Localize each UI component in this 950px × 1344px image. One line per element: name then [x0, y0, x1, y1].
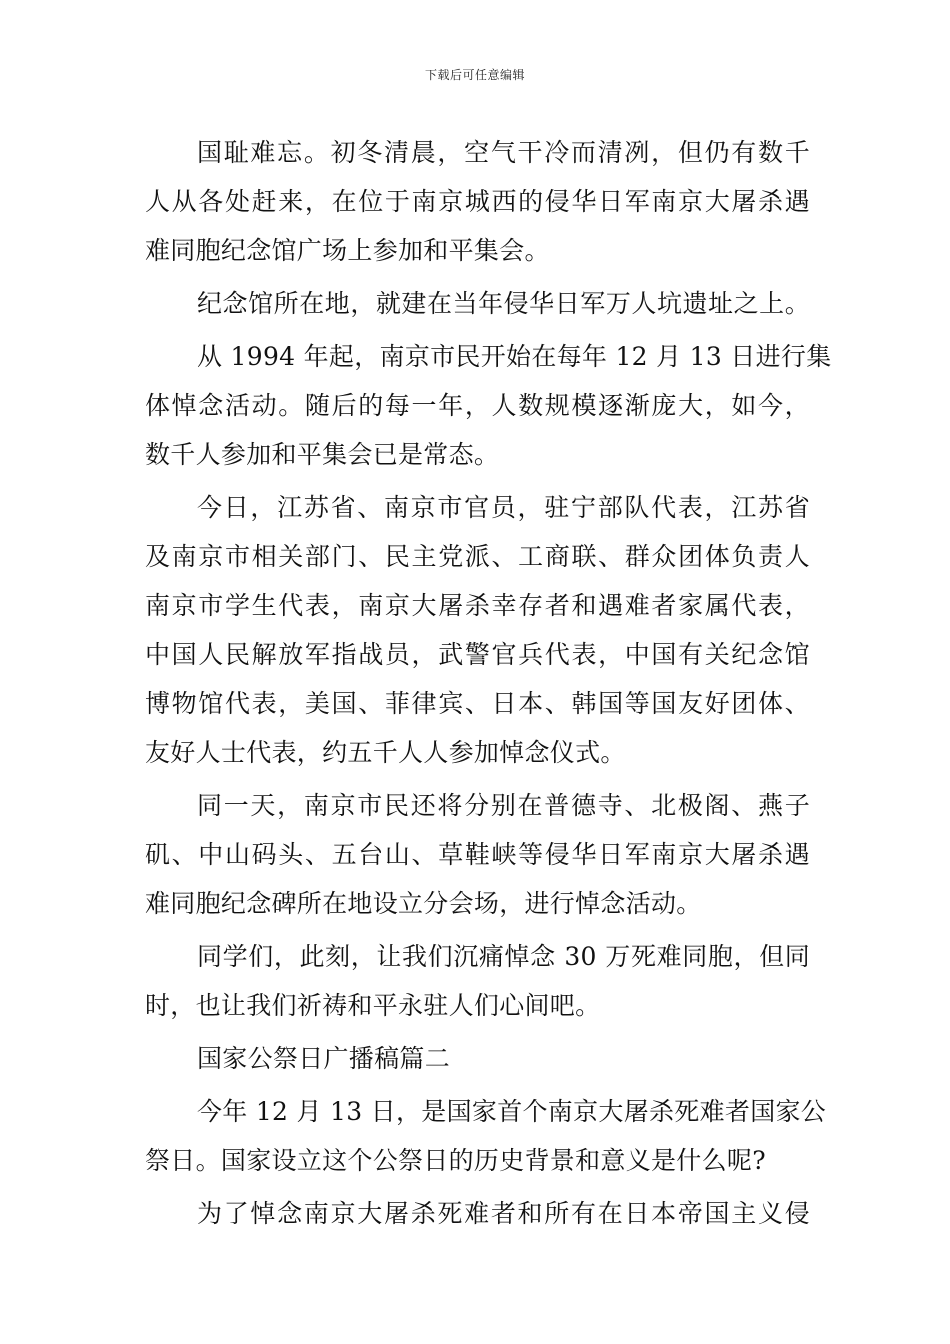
- document-body: [145, 128, 832, 1238]
- paragraph-line: 今年 12 月 13 日，是国家首个南京大屠杀死难者国家公: [197, 1097, 827, 1126]
- paragraph-line: 为了悼念南京大屠杀死难者和所有在日本帝国主义侵: [197, 1199, 810, 1228]
- paragraph-line: 人从各处赶来，在位于南京城西的侵华日军南京大屠杀遇: [145, 187, 810, 216]
- paragraph-line: 纪念馆所在地，就建在当年侵华日军万人坑遗址之上。: [197, 289, 810, 318]
- paragraph-line: 同学们，此刻，让我们沉痛悼念 30 万死难同胞，但同: [197, 942, 810, 971]
- paragraph-line: 今日，江苏省、南京市官员，驻宁部队代表，江苏省: [197, 493, 810, 522]
- paragraph-line: 博物馆代表，美国、菲律宾、日本、韩国等国友好团体、: [145, 689, 810, 718]
- paragraph-line: 难同胞纪念碑所在地设立分会场，进行悼念活动。: [145, 889, 702, 918]
- section-heading: 国家公祭日广播稿篇二: [197, 1044, 451, 1073]
- paragraph-line: 国耻难忘。初冬清晨，空气干冷而清冽，但仍有数千: [197, 138, 810, 167]
- paragraph-line: 南京市学生代表，南京大屠杀幸存者和遇难者家属代表，: [145, 591, 810, 620]
- page-header: 下载后可任意编辑: [424, 68, 525, 82]
- paragraph-line: 体悼念活动。随后的每一年，人数规模逐渐庞大，如今，: [145, 391, 810, 420]
- paragraph-line: 及南京市相关部门、民主党派、工商联、群众团体负责人: [145, 542, 810, 571]
- paragraph-line: 难同胞纪念馆广场上参加和平集会。: [145, 236, 550, 265]
- paragraph-line: 友好人士代表，约五千人人参加悼念仪式。: [145, 738, 626, 767]
- paragraph-line: 中国人民解放军指战员，武警官兵代表，中国有关纪念馆: [145, 640, 810, 669]
- paragraph-line: 从 1994 年起，南京市民开始在每年 12 月 13 日进行集: [197, 342, 832, 371]
- paragraph-line: 同一天，南京市民还将分别在普德寺、北极阁、燕子: [197, 791, 810, 820]
- paragraph-line: 时，也让我们祈祷和平永驻人们心间吧。: [145, 991, 601, 1020]
- paragraph-line: 祭日。国家设立这个公祭日的历史背景和意义是什么呢?: [145, 1146, 766, 1175]
- paragraph-line: 矶、中山码头、五台山、草鞋峡等侵华日军南京大屠杀遇: [145, 840, 810, 869]
- paragraph-line: 数千人参加和平集会已是常态。: [145, 440, 500, 469]
